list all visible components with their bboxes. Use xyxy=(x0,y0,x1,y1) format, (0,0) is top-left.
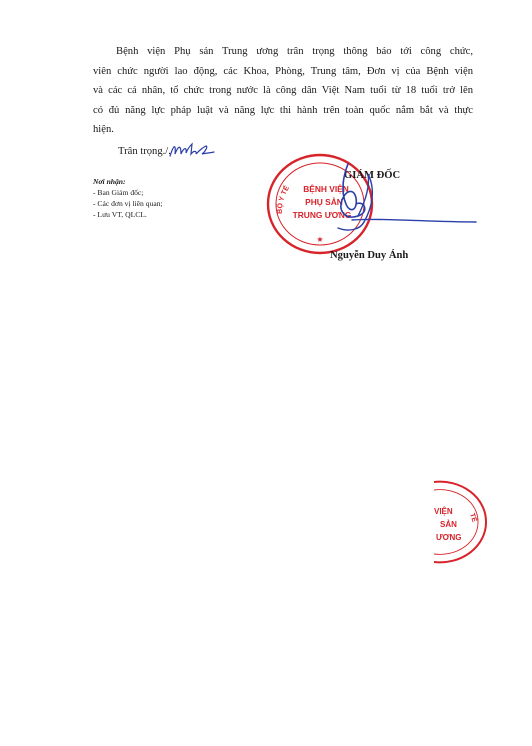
notice-line: hiện. xyxy=(93,124,114,136)
edge-seal-text: ƯƠNG xyxy=(436,533,462,542)
edge-seal-text: SẢN xyxy=(440,520,457,529)
notice-line: có đủ năng lực pháp luật và năng lực thi hành trên toàn quốc nắm bắt và thực xyxy=(93,104,473,116)
initial-signature xyxy=(166,138,218,164)
notice-line: và các cá nhân, tổ chức trong nước là công dân Việt Nam tuổi từ 18 tuổi trở lên xyxy=(93,85,473,97)
edge-seal-text: VIỆN xyxy=(434,507,453,516)
edge-seal-fragment xyxy=(420,480,500,564)
signatory-title: GIÁM ĐỐC xyxy=(344,170,401,181)
seal-line: PHỤ SẢN xyxy=(305,197,343,207)
notice-paragraph xyxy=(93,42,473,140)
recipient-item: - Ban Giám đốc; xyxy=(93,188,144,197)
closing-text: Trân trọng./. xyxy=(118,146,171,157)
recipient-item: - Lưu VT, QLCL. xyxy=(93,210,147,219)
notice-line: viên chức người lao động, các Khoa, Phòng, Trung tâm, Đơn vị của Bệnh viện xyxy=(93,65,473,77)
seal-line: BỆNH VIỆN xyxy=(303,184,349,194)
recipients-heading: Nơi nhận: xyxy=(93,177,126,186)
seal-ring-text: BỘ Y TẾ xyxy=(276,184,291,214)
handwritten-signature xyxy=(318,160,478,250)
recipient-item: - Các đơn vị liên quan; xyxy=(93,199,163,208)
notice-line: Bệnh viện Phụ sản Trung ương trân trọng thông báo tới công chức, xyxy=(116,46,473,57)
recipients-block xyxy=(93,176,163,220)
seal-star-icon: ★ xyxy=(316,235,324,244)
seal-line: TRUNG ƯƠNG xyxy=(292,210,352,220)
edge-seal-text: TẾ xyxy=(468,512,478,524)
signatory-name: Nguyễn Duy Ánh xyxy=(330,250,409,261)
